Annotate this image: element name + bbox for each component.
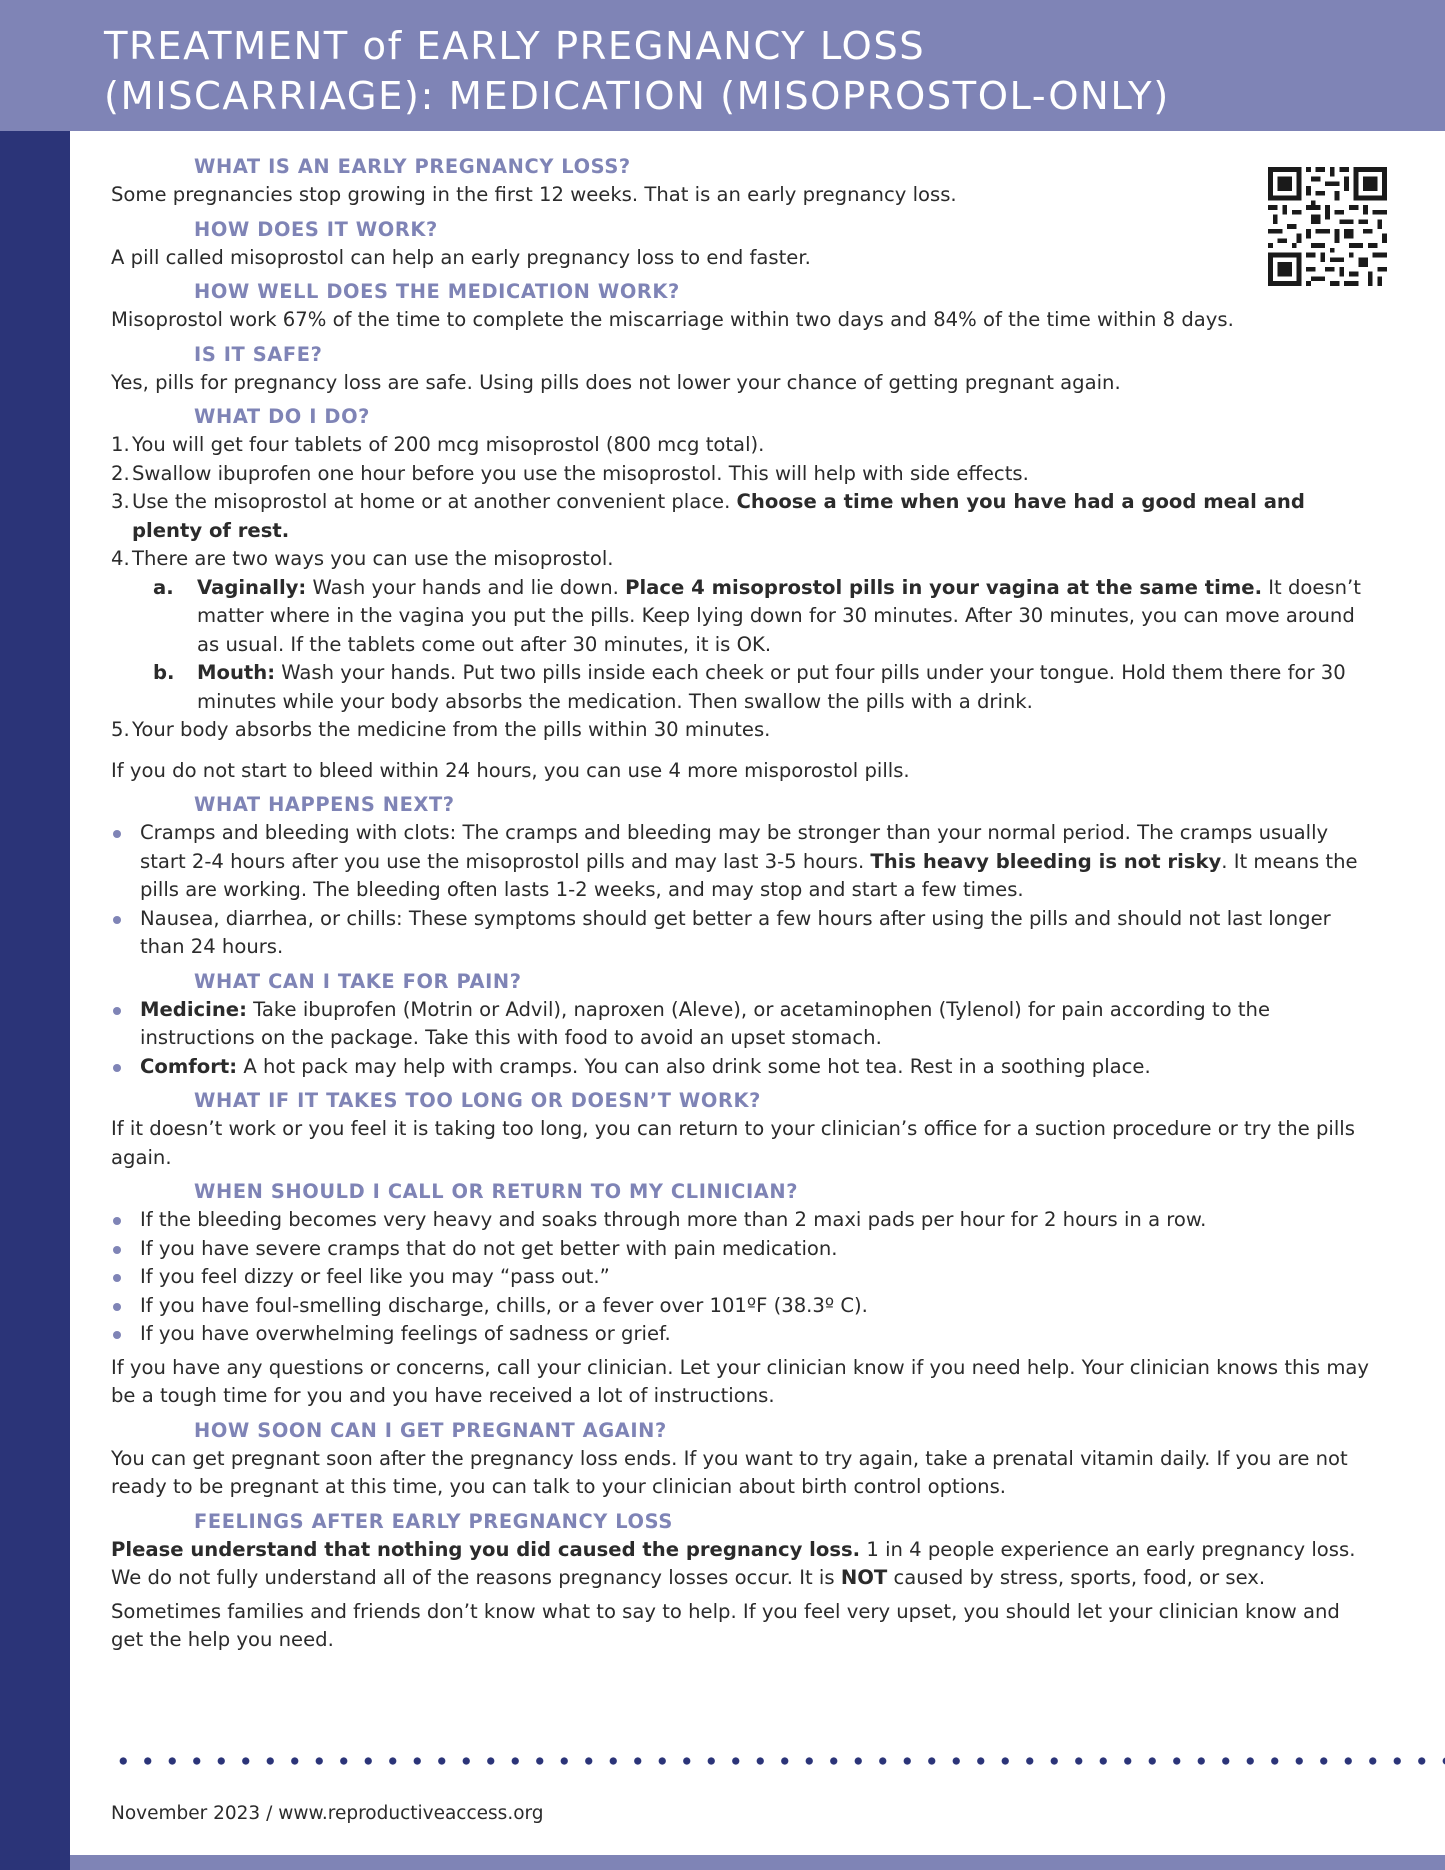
step-number: 3. [111, 490, 130, 513]
section-heading-pain: WHAT CAN I TAKE FOR PAIN? [194, 969, 522, 993]
list-item [111, 1053, 1373, 1082]
call-list [111, 1206, 1373, 1349]
section-heading-safe: IS IT SAFE? [194, 342, 323, 366]
steps-list [111, 431, 1373, 574]
how-well-text: Misoprostol work 67% of the time to complete the miscarriage within two days and 84% of the time within 8 days. [111, 308, 1234, 331]
list-item: If you have severe cramps that do not get better with pain medication. [111, 1235, 1373, 1264]
page-title-line-1: TREATMENT of EARLY PREGNANCY LOSS [104, 24, 926, 69]
feelings-text-1 [111, 1536, 1373, 1593]
section-heading-feelings: FEELINGS AFTER EARLY PREGNANCY LOSS [194, 1509, 673, 1533]
safe-text: Yes, pills for pregnancy loss are safe. Using pills does not lower your chance of getting pregnant again. [111, 370, 1121, 394]
step-number: 5. [111, 718, 130, 741]
item-label: Medicine: [140, 997, 247, 1021]
item-text: A hot pack may help with cramps. You can also drink some hot tea. Rest in a soothing place. [237, 1054, 1151, 1078]
step-emphasis: Choose a time when you have had a good meal and plenty of rest. [132, 490, 1305, 542]
step-number: 1. [111, 433, 130, 456]
step-text: You will get four tablets of 200 mcg misoprostol (800 mcg total). [132, 433, 765, 456]
method-list [111, 574, 1373, 717]
call-note: If you have any questions or concerns, call your clinician. Let your clinician know if you need help. Your clinician knows this may be a tough time for you and you have received a lot of instructions. [111, 1355, 1370, 1407]
method-label: Mouth: [197, 661, 276, 684]
section-heading-how-work: HOW DOES IT WORK? [194, 217, 438, 241]
too-long-text: If it doesn’t work or you feel it is taking too long, you can return to your clinician’s office for a suction procedure or try the pills again. [111, 1117, 1355, 1169]
feelings-text-2: Sometimes families and friends don’t know what to say to help. If you feel very upset, you should let your clinician know and get the help you need. [111, 1599, 1340, 1651]
list-item [111, 716, 1373, 745]
list-item [111, 819, 1373, 905]
what-is-text: Some pregnancies stop growing in the first 12 weeks. That is an early pregnancy loss. [111, 183, 957, 206]
step-text: Swallow ibuprofen one hour before you use the misoprostol. This will help with side effects. [132, 461, 1029, 485]
list-item [111, 545, 1373, 574]
content [111, 153, 1373, 1655]
bleed-note: If you do not start to bleed within 24 hours, you can use 4 more misporostol pills. [111, 758, 910, 782]
list-item: If you feel dizzy or feel like you may “pass out.” [111, 1263, 1373, 1292]
section-heading-too-long: WHAT IF IT TAKES TOO LONG OR DOESN’T WORK? [194, 1089, 762, 1112]
list-item [111, 460, 1373, 489]
item-text: Take ibuprofen (Motrin or Advil), naproxen (Aleve), or acetaminophen (Tylenol) for pain according to the instructions on the package. Take this with food to avoid an upset stomach. [140, 997, 1270, 1049]
pregnant-again-text: You can get pregnant soon after the pregnancy loss ends. If you want to try again, take a prenatal vitamin daily. If you are not ready to be pregnant at this time, you can talk to your clinician about birth control options. [111, 1446, 1348, 1498]
sidebar-stripe [0, 131, 70, 1870]
header-banner [0, 0, 1445, 131]
feelings-text: caused by stress, sports, food, or sex. [887, 1566, 1266, 1589]
item-text: Cramps and bleeding with clots: The cramps and bleeding may be stronger than your normal period. The cramps usually start 2-4 hours after you use the misoprostol pills and may last 3-5 hours. [140, 821, 1329, 873]
method-text: Wash your hands and lie down. [306, 575, 626, 599]
method-text: Wash your hands. Put two pills inside each cheek or put four pills under your tongue. Hold them there for 30 minutes while your body absorbs the medication. Then swallow the pills with a drink. [197, 661, 1346, 713]
steps-list-continued [111, 716, 1373, 745]
feelings-emphasis: Please understand that nothing you did caused the pregnancy loss. [111, 1537, 861, 1561]
list-item: If you have foul-smelling discharge, chills, or a fever over 101ºF (38.3º C). [111, 1292, 1373, 1321]
method-emphasis: Place 4 misoprostol pills in your vagina at the same time. [625, 575, 1263, 599]
item-emphasis: This heavy bleeding is not risky [870, 849, 1222, 873]
step-number: 2. [111, 461, 130, 485]
list-item [111, 905, 1373, 962]
section-heading-how-well: HOW WELL DOES THE MEDICATION WORK? [194, 280, 680, 303]
sub-letter: a. [153, 575, 174, 599]
feelings-text: 1 in 4 people experience an early pregnancy loss. We do not fully understand all of the reasons pregnancy losses occur. It is [111, 1537, 1356, 1589]
list-item [111, 574, 1373, 660]
footer: November 2023 / www.reproductiveaccess.org [111, 1803, 544, 1824]
sub-letter: b. [153, 661, 175, 684]
step-text: There are two ways you can use the misoprostol. [132, 547, 614, 570]
list-item: If the bleeding becomes very heavy and soaks through more than 2 maxi pads per hour for 2 hours in a row. [111, 1206, 1373, 1235]
list-item [111, 488, 1373, 545]
page-title-line-2: (MISCARRIAGE): MEDICATION (MISOPROSTOL-ONLY) [104, 74, 1170, 119]
list-item: If you have overwhelming feelings of sadness or grief. [111, 1320, 1373, 1349]
section-heading-pregnant-again: HOW SOON CAN I GET PREGNANT AGAIN? [194, 1418, 667, 1442]
section-heading-call: WHEN SHOULD I CALL OR RETURN TO MY CLINICIAN? [194, 1180, 799, 1203]
pain-list [111, 996, 1373, 1082]
list-item [111, 659, 1373, 716]
step-text: Use the misoprostol at home or at another convenient place. [132, 490, 737, 513]
next-list [111, 819, 1373, 962]
page-title [104, 22, 1170, 122]
item-label: Comfort: [140, 1054, 238, 1078]
how-work-text: A pill called misoprostol can help an early pregnancy loss to end faster. [111, 245, 811, 269]
list-item [111, 996, 1373, 1053]
section-heading-next: WHAT HAPPENS NEXT? [194, 793, 455, 816]
item-text: . It means the pills are working. The bleeding often lasts 1-2 weeks, and may stop and start a few times. [140, 849, 1358, 901]
feelings-not: NOT [840, 1566, 888, 1589]
step-number: 4. [111, 547, 130, 570]
section-heading-what-is: WHAT IS AN EARLY PREGNANCY LOSS? [194, 155, 631, 178]
dotted-divider [111, 1755, 1445, 1767]
list-item [111, 431, 1373, 460]
method-text: It doesn’t matter where in the vagina you put the pills. Keep lying down for 30 minutes. After 30 minutes, you can move around as usual. If the tablets come out after 30 minutes, it is OK. [197, 575, 1361, 656]
bottom-bar [70, 1855, 1445, 1870]
item-text: Nausea, diarrhea, or chills: These symptoms should get better a few hours after using the pills and should not last longer than 24 hours. [140, 906, 1331, 958]
method-label: Vaginally: [197, 575, 307, 599]
section-heading-what-do: WHAT DO I DO? [194, 405, 371, 428]
step-text: Your body absorbs the medicine from the pills within 30 minutes. [132, 718, 771, 741]
